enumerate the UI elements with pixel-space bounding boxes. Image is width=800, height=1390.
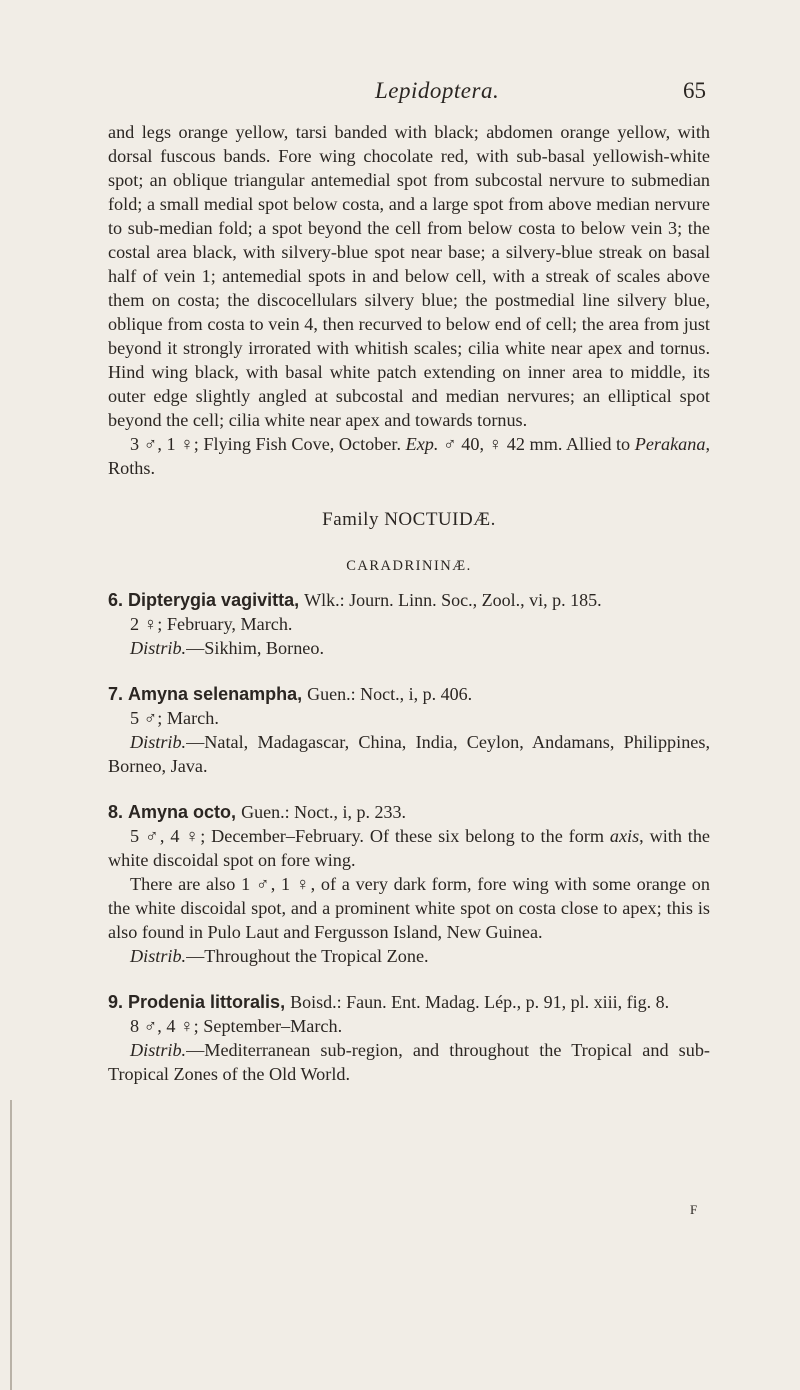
species-reference: Boisd.: Faun. Ent. Madag. Lép., p. 91, pl. xiii, fig. 8. xyxy=(290,992,670,1012)
species-distribution xyxy=(108,636,710,660)
species-entry xyxy=(108,588,710,660)
family-heading: Family NOCTUIDÆ. xyxy=(322,509,496,530)
distrib-label: Distrib. xyxy=(130,1040,187,1060)
distribution-text: —Mediterranean sub-region, and throughout the Tropical and sub-Tropical Zones of the Old World. xyxy=(108,1040,710,1084)
species-distribution xyxy=(108,730,710,778)
specimens-text-cont: , with the white discoidal spot on fore wing. xyxy=(108,826,710,870)
description-paragraph: and legs orange yellow, tarsi banded with black; abdomen orange yellow, with dorsal fuscous bands. Fore wing chocolate red, with sub-basal yellowish-white spot; an oblique triangular antemedial spot from subcostal nervure to submedian fold; a small medial spot below costa, and a large spot from above median nervure to sub-median fold; a spot beyond the cell from below costa to below vein 3; the costal area black, with silvery-blue spot near base; a silvery-blue streak on basal half of vein 1; antemedial spots in and below cell, with a streak of scales above them on costa; the discocellulars silvery blue; the postmedial line silvery blue, oblique from costa to vein 4, then recurved to below end of cell; the area from just beyond it strongly irrorated with whitish scales; cilia white near apex and tornus. Hind wing black, with basal white patch extending on inner area to middle, its outer edge slightly angled at subcostal and median nervures; an elliptical spot beyond the cell; cilia white near apex and towards tornus. xyxy=(108,122,710,430)
species-name: Amyna selenampha, xyxy=(128,684,303,704)
species-number: 6. xyxy=(108,590,124,610)
species-distribution xyxy=(108,1038,710,1086)
body-text xyxy=(108,120,710,1086)
species-specimens xyxy=(108,824,710,872)
species-heading xyxy=(108,990,710,1014)
page-number: 65 xyxy=(683,78,706,103)
species-name: Dipterygia vagivitta, xyxy=(128,590,300,610)
species-specimens: 5 ♂; March. xyxy=(130,708,219,728)
species-specimens: 8 ♂, 4 ♀; September–March. xyxy=(130,1016,343,1036)
specimens-text: 5 ♂, 4 ♀; December–February. Of these six belong to the form xyxy=(130,826,610,846)
species-number: 9. xyxy=(108,992,124,1012)
species-name: Amyna octo, xyxy=(128,802,237,822)
expanse-text: ♂ 40, ♀ 42 mm. Allied to xyxy=(438,434,635,454)
species-reference: Wlk.: Journ. Linn. Soc., Zool., vi, p. 185. xyxy=(304,590,602,610)
signature-mark: F xyxy=(690,1202,698,1217)
author-text: , Roths. xyxy=(108,434,710,478)
running-title: Lepidoptera. xyxy=(375,78,500,103)
species-note: There are also 1 ♂, 1 ♀, of a very dark form, fore wing with some orange on the white discoidal spot, and a prominent white spot on costa close to apex; this is also found in Pulo Laut and Fergusson Island, New Guinea. xyxy=(108,874,710,942)
distrib-label: Distrib. xyxy=(130,638,187,658)
species-entry xyxy=(108,800,710,968)
page-header xyxy=(0,78,800,112)
species-distribution xyxy=(108,944,710,968)
species-specimens: 2 ♀; February, March. xyxy=(130,614,293,634)
species-entry xyxy=(108,682,710,778)
page-edge-shadow xyxy=(10,1100,12,1390)
distrib-label: Distrib. xyxy=(130,946,187,966)
species-number: 8. xyxy=(108,802,124,822)
species-reference: Guen.: Noct., i, p. 406. xyxy=(307,684,473,704)
allied-genus: Perakana xyxy=(634,434,706,454)
specimen-count-text: 3 ♂, 1 ♀; Flying Fish Cove, October. xyxy=(130,434,406,454)
distribution-text: —Sikhim, Borneo. xyxy=(186,638,325,658)
species-number: 7. xyxy=(108,684,124,704)
species-name: Prodenia littoralis, xyxy=(128,992,286,1012)
distrib-label: Distrib. xyxy=(130,732,187,752)
distribution-text: —Natal, Madagascar, China, India, Ceylon, Andamans, Philippines, Borneo, Java. xyxy=(108,732,710,776)
species-heading xyxy=(108,800,710,824)
species-heading xyxy=(108,682,710,706)
form-name: axis xyxy=(609,826,640,846)
exp-abbreviation: Exp. xyxy=(405,434,439,454)
distribution-text: —Throughout the Tropical Zone. xyxy=(186,946,429,966)
species-entry xyxy=(108,990,710,1086)
species-reference: Guen.: Noct., i, p. 233. xyxy=(241,802,407,822)
specimen-paragraph xyxy=(108,432,710,480)
species-heading xyxy=(108,588,710,612)
subfamily-heading: CARADRININÆ. xyxy=(346,558,472,574)
